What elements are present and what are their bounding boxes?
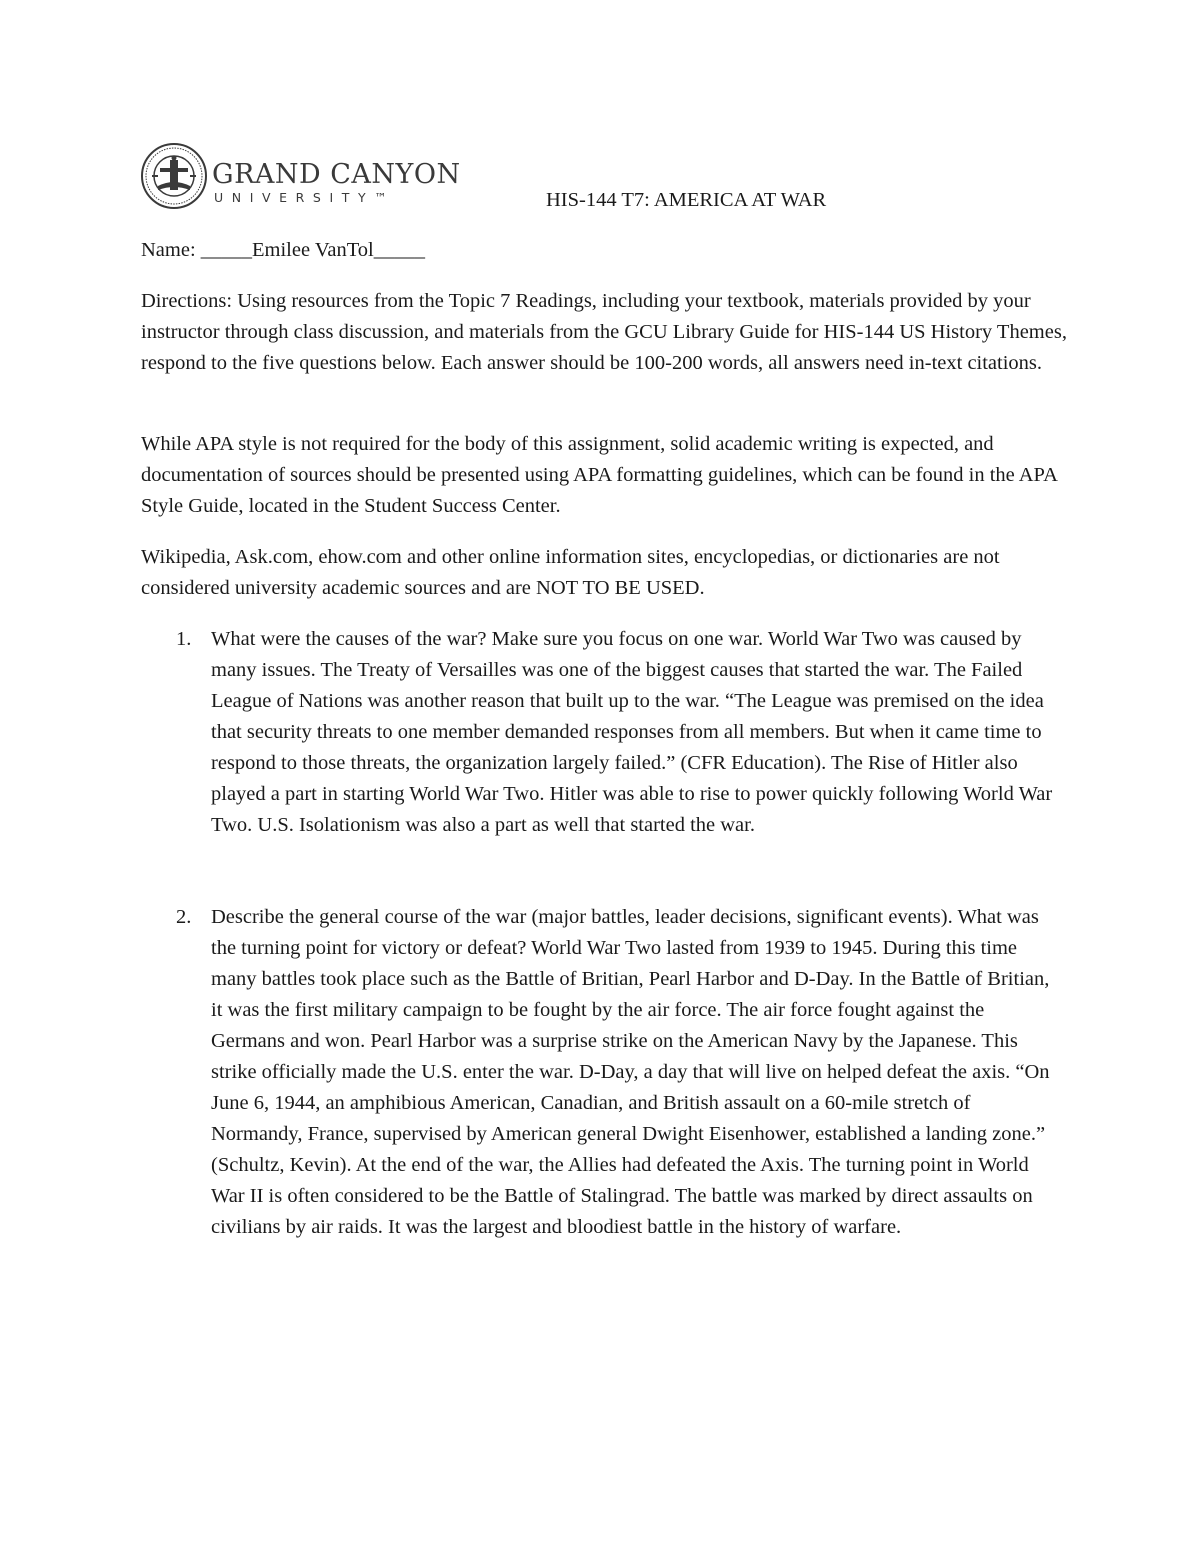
question-answer-text: Describe the general course of the war (major battles, leader decisions, significant events). What was the turning point for victory or defeat? World War Two lasted from 1939 to 1945. During this time many battles took place such as the Battle of Britian, Pearl Harbor and D-Day. In the Battle of Britian, it was the first military campaign to be fought by the air force. The air force fought against the Germans and won. Pearl Harbor was a surprise strike on the American Navy by the Japanese. This strike officially made the U.S. enter the war. D-Day, a day that will live on helped defeat the axis. “On June 6, 1944, an amphibious American, Canadian, and British assault on a 60-mile stretch of Normandy, France, supervised by American general Dwight Eisenhower, established a landing zone.” (Schultz, Kevin). At the end of the war, the Allies had defeated the Axis. The turning point in World War II is often considered to be the Battle of Stalingrad. The battle was marked by direct assaults on civilians by air raids. It was the largest and bloodiest battle in the history of warfare. (211, 906, 1050, 1238)
logo-subname: UNIVERSITY™ (214, 190, 396, 205)
question-item (141, 624, 1071, 841)
university-logo (140, 140, 461, 212)
student-name-line: Name: _____Emilee VanTol_____ (141, 239, 425, 261)
logo-wordmark (212, 159, 461, 206)
apa-paragraph: While APA style is not required for the body of this assignment, solid academic writing is expected, and documentation of sources should be presented using APA formatting guidelines, which can be found in the APA Style Guide, located in the Student Success Center. (141, 433, 1057, 517)
sources-paragraph: Wikipedia, Ask.com, ehow.com and other online information sites, encyclopedias, or dictionaries are not considered university academic sources and are NOT TO BE USED. (141, 546, 1000, 599)
question-number: 2. (176, 906, 192, 928)
question-answer-text: What were the causes of the war? Make sure you focus on one war. World War Two was caused by many issues. The Treaty of Versailles was one of the biggest causes that started the war. The Failed League of Nations was another reason that built up to the war. “The League was premised on the idea that security threats to one member demanded responses from all members. But when it came time to respond to those threats, the organization largely failed.” (CFR Education). The Rise of Hitler also played a part in starting World War Two. Hitler was able to rise to power quickly following World War Two. U.S. Isolationism was also a part as well that started the war. (211, 628, 1053, 836)
logo-name: GRAND CANYON (212, 159, 461, 190)
question-item (141, 902, 1071, 1243)
directions-paragraph: Directions: Using resources from the Topic 7 Readings, including your textbook, materials provided by your instructor through class discussion, and materials from the GCU Library Guide for HIS-144 US History Themes, respond to the five questions below. Each answer should be 100-200 words, all answers need in-text citations. (141, 290, 1067, 374)
question-number: 1. (176, 628, 192, 650)
university-seal-icon (140, 142, 208, 210)
document-title: HIS-144 T7: AMERICA AT WAR (546, 189, 827, 211)
